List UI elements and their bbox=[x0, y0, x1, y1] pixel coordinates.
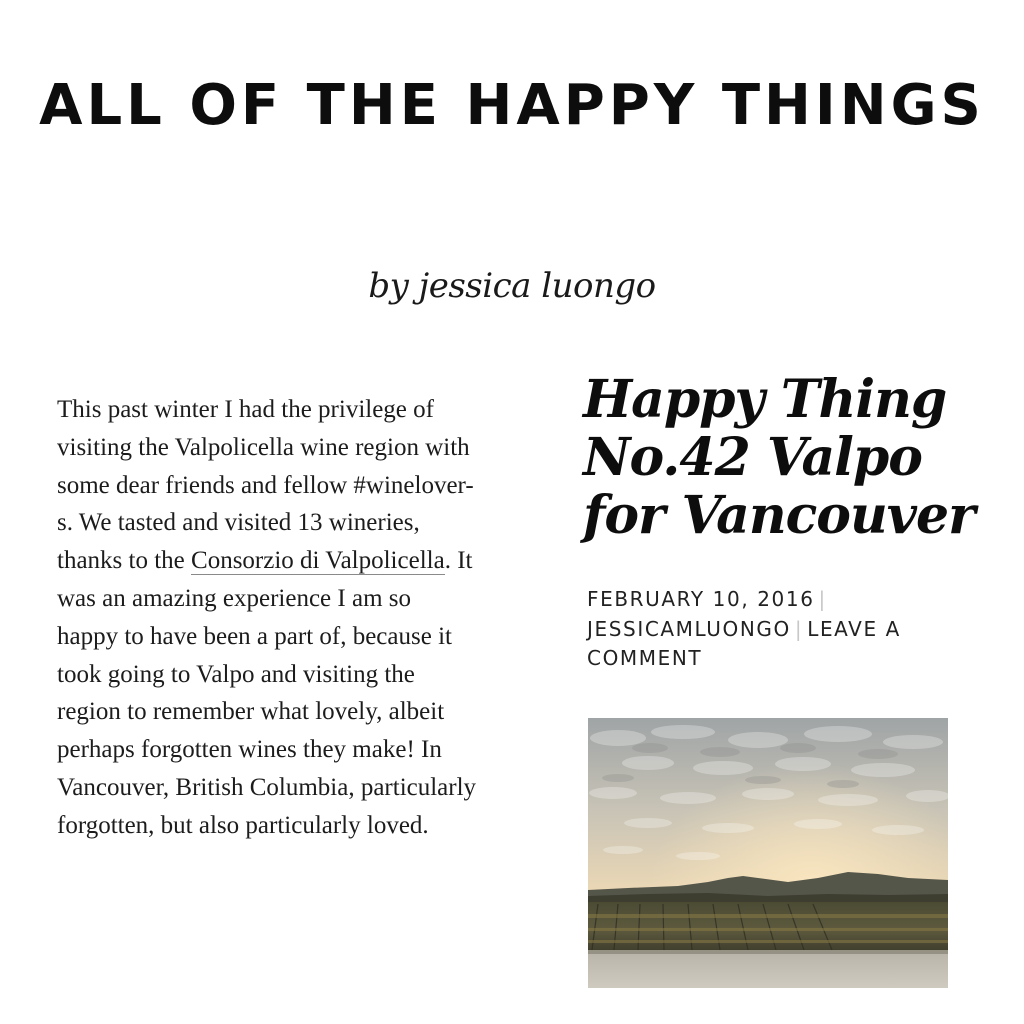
post-title[interactable]: Happy Thing No.42 Valpo for Vancouver bbox=[583, 369, 975, 546]
consorzio-link[interactable]: Consorzio di Valpolicella bbox=[191, 547, 445, 575]
vineyard-sunset-illustration bbox=[588, 718, 948, 988]
body-text-end: . It was an amazing experience I am so happy to have been a part of, because it took going to Valpo and visiting the region to remember what lovely, albeit perhaps forgotten wines they make! In Vancouver, British Columbia, particularly forgotten, but also particularly loved. bbox=[57, 547, 477, 839]
site-tagline: by jessica luongo bbox=[368, 266, 656, 306]
post-body-paragraph bbox=[57, 391, 477, 845]
post-date-link[interactable]: FEBRUARY 10, 2016 bbox=[587, 587, 815, 611]
leave-comment-link[interactable]: LEAVE A COMMENT bbox=[587, 616, 901, 670]
post-author-link[interactable]: JESSICAMLUONGO bbox=[587, 616, 791, 641]
site-title-link[interactable]: ALL OF THE HAPPY THINGS bbox=[39, 73, 985, 138]
site-title bbox=[0, 62, 1024, 150]
post-meta bbox=[587, 585, 967, 674]
body-text-start: This past winter I had the privilege of visiting the Valpolicella wine region with some dear friends and fellow #winelover-s. We tasted and visited 13 wineries, thanks to the bbox=[57, 396, 474, 575]
meta-separator: | bbox=[818, 587, 827, 611]
vineyard-sunset-photo bbox=[588, 718, 948, 988]
meta-separator: | bbox=[794, 616, 804, 641]
